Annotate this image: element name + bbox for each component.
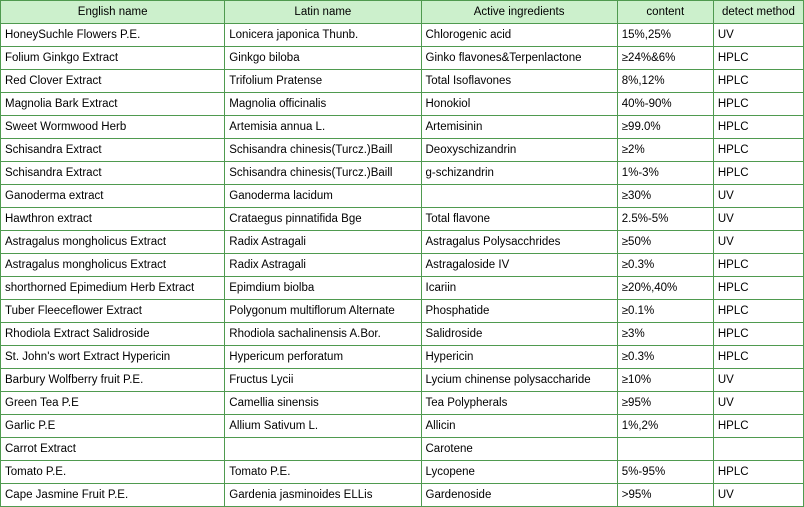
cell-active-ingredients: Astragalus Polysacchrides	[421, 231, 617, 254]
cell-content: ≥20%,40%	[617, 277, 713, 300]
cell-latin-name: Lonicera japonica Thunb.	[225, 24, 421, 47]
column-header-latin-name: Latin name	[225, 1, 421, 24]
cell-content	[617, 438, 713, 461]
cell-english-name: Tomato P.E.	[1, 461, 225, 484]
table-row	[1, 484, 804, 507]
cell-latin-name: Crataegus pinnatifida Bge	[225, 208, 421, 231]
cell-latin-name: Polygonum multiflorum Alternate	[225, 300, 421, 323]
cell-detect-method: HPLC	[713, 277, 803, 300]
cell-content: 40%-90%	[617, 93, 713, 116]
cell-english-name: Red Clover Extract	[1, 70, 225, 93]
cell-content: 1%-3%	[617, 162, 713, 185]
cell-english-name: Astragalus mongholicus Extract	[1, 231, 225, 254]
table-row	[1, 185, 804, 208]
cell-latin-name: Radix Astragali	[225, 231, 421, 254]
cell-active-ingredients	[421, 185, 617, 208]
cell-detect-method: UV	[713, 208, 803, 231]
cell-content: ≥10%	[617, 369, 713, 392]
table-header	[1, 1, 804, 24]
table-row	[1, 162, 804, 185]
cell-content: 2.5%-5%	[617, 208, 713, 231]
cell-active-ingredients: Lycopene	[421, 461, 617, 484]
cell-english-name: Sweet Wormwood Herb	[1, 116, 225, 139]
cell-english-name: Ganoderma extract	[1, 185, 225, 208]
cell-active-ingredients: Deoxyschizandrin	[421, 139, 617, 162]
cell-detect-method: UV	[713, 484, 803, 507]
cell-content: 5%-95%	[617, 461, 713, 484]
cell-detect-method: UV	[713, 24, 803, 47]
cell-latin-name: Trifolium Pratense	[225, 70, 421, 93]
cell-english-name: Schisandra Extract	[1, 162, 225, 185]
cell-detect-method: HPLC	[713, 461, 803, 484]
cell-detect-method: HPLC	[713, 93, 803, 116]
table-row	[1, 70, 804, 93]
table-row	[1, 323, 804, 346]
cell-detect-method: UV	[713, 185, 803, 208]
table-body	[1, 24, 804, 507]
cell-content: 15%,25%	[617, 24, 713, 47]
cell-active-ingredients: Artemisinin	[421, 116, 617, 139]
cell-latin-name: Tomato P.E.	[225, 461, 421, 484]
cell-detect-method: HPLC	[713, 70, 803, 93]
cell-active-ingredients: Phosphatide	[421, 300, 617, 323]
cell-detect-method: UV	[713, 369, 803, 392]
table-row	[1, 392, 804, 415]
cell-detect-method: HPLC	[713, 47, 803, 70]
cell-detect-method: HPLC	[713, 116, 803, 139]
cell-latin-name: Allium Sativum L.	[225, 415, 421, 438]
column-header-detect-method: detect method	[713, 1, 803, 24]
cell-english-name: Astragalus mongholicus Extract	[1, 254, 225, 277]
cell-latin-name: Ginkgo biloba	[225, 47, 421, 70]
cell-active-ingredients: Tea Polypherals	[421, 392, 617, 415]
table-row	[1, 208, 804, 231]
cell-latin-name: Hypericum perforatum	[225, 346, 421, 369]
column-header-active-ingredients: Active ingredients	[421, 1, 617, 24]
cell-active-ingredients: Icariin	[421, 277, 617, 300]
cell-content: ≥3%	[617, 323, 713, 346]
cell-active-ingredients: Chlorogenic acid	[421, 24, 617, 47]
cell-detect-method: HPLC	[713, 254, 803, 277]
cell-content: >95%	[617, 484, 713, 507]
cell-detect-method: UV	[713, 231, 803, 254]
cell-latin-name: Camellia sinensis	[225, 392, 421, 415]
table-row	[1, 47, 804, 70]
cell-latin-name: Gardenia jasminoides ELLis	[225, 484, 421, 507]
table-row	[1, 461, 804, 484]
cell-english-name: Garlic P.E	[1, 415, 225, 438]
cell-content: ≥0.3%	[617, 254, 713, 277]
cell-detect-method: HPLC	[713, 415, 803, 438]
cell-content: ≥30%	[617, 185, 713, 208]
cell-detect-method: UV	[713, 392, 803, 415]
cell-english-name: HoneySuchle Flowers P.E.	[1, 24, 225, 47]
cell-active-ingredients: Hypericin	[421, 346, 617, 369]
cell-detect-method: HPLC	[713, 323, 803, 346]
cell-detect-method: HPLC	[713, 300, 803, 323]
table-row	[1, 254, 804, 277]
cell-active-ingredients: Gardenoside	[421, 484, 617, 507]
cell-content: ≥2%	[617, 139, 713, 162]
cell-active-ingredients: Honokiol	[421, 93, 617, 116]
cell-content: 8%,12%	[617, 70, 713, 93]
cell-detect-method: HPLC	[713, 162, 803, 185]
cell-english-name: Green Tea P.E	[1, 392, 225, 415]
cell-active-ingredients: g-schizandrin	[421, 162, 617, 185]
table-row	[1, 369, 804, 392]
table-row	[1, 93, 804, 116]
cell-content: ≥0.3%	[617, 346, 713, 369]
table-row	[1, 300, 804, 323]
cell-english-name: Rhodiola Extract Salidroside	[1, 323, 225, 346]
cell-active-ingredients: Salidroside	[421, 323, 617, 346]
cell-active-ingredients: Total Isoflavones	[421, 70, 617, 93]
cell-latin-name: Magnolia officinalis	[225, 93, 421, 116]
table-row	[1, 346, 804, 369]
cell-english-name: Barbury Wolfberry fruit P.E.	[1, 369, 225, 392]
cell-english-name: Magnolia Bark Extract	[1, 93, 225, 116]
table-row	[1, 139, 804, 162]
column-header-content: content	[617, 1, 713, 24]
cell-content: ≥0.1%	[617, 300, 713, 323]
cell-active-ingredients: Ginko flavones&Terpenlactone	[421, 47, 617, 70]
table-row	[1, 438, 804, 461]
cell-detect-method	[713, 438, 803, 461]
cell-english-name: Cape Jasmine Fruit P.E.	[1, 484, 225, 507]
cell-latin-name: Schisandra chinesis(Turcz.)Baill	[225, 162, 421, 185]
cell-detect-method: HPLC	[713, 139, 803, 162]
table-row	[1, 231, 804, 254]
cell-content: ≥24%&6%	[617, 47, 713, 70]
cell-active-ingredients: Allicin	[421, 415, 617, 438]
cell-latin-name: Schisandra chinesis(Turcz.)Baill	[225, 139, 421, 162]
cell-content: ≥95%	[617, 392, 713, 415]
table-row	[1, 24, 804, 47]
cell-english-name: Schisandra Extract	[1, 139, 225, 162]
cell-english-name: Carrot Extract	[1, 438, 225, 461]
cell-latin-name: Fructus Lycii	[225, 369, 421, 392]
cell-latin-name: Rhodiola sachalinensis A.Bor.	[225, 323, 421, 346]
cell-active-ingredients: Carotene	[421, 438, 617, 461]
cell-latin-name: Epimdium biolba	[225, 277, 421, 300]
table-row	[1, 277, 804, 300]
cell-detect-method: HPLC	[713, 346, 803, 369]
table-row	[1, 415, 804, 438]
cell-english-name: Folium Ginkgo Extract	[1, 47, 225, 70]
column-header-english-name: English name	[1, 1, 225, 24]
cell-latin-name: Radix Astragali	[225, 254, 421, 277]
table-row	[1, 116, 804, 139]
cell-active-ingredients: Lycium chinense polysaccharide	[421, 369, 617, 392]
cell-english-name: Tuber Fleeceflower Extract	[1, 300, 225, 323]
cell-latin-name	[225, 438, 421, 461]
cell-active-ingredients: Astragaloside IV	[421, 254, 617, 277]
table-header-row	[1, 1, 804, 24]
cell-latin-name: Artemisia annua L.	[225, 116, 421, 139]
cell-content: ≥50%	[617, 231, 713, 254]
cell-english-name: Hawthron extract	[1, 208, 225, 231]
cell-content: 1%,2%	[617, 415, 713, 438]
cell-active-ingredients: Total flavone	[421, 208, 617, 231]
cell-content: ≥99.0%	[617, 116, 713, 139]
cell-latin-name: Ganoderma lacidum	[225, 185, 421, 208]
cell-english-name: shorthorned Epimedium Herb Extract	[1, 277, 225, 300]
cell-english-name: St. John's wort Extract Hypericin	[1, 346, 225, 369]
